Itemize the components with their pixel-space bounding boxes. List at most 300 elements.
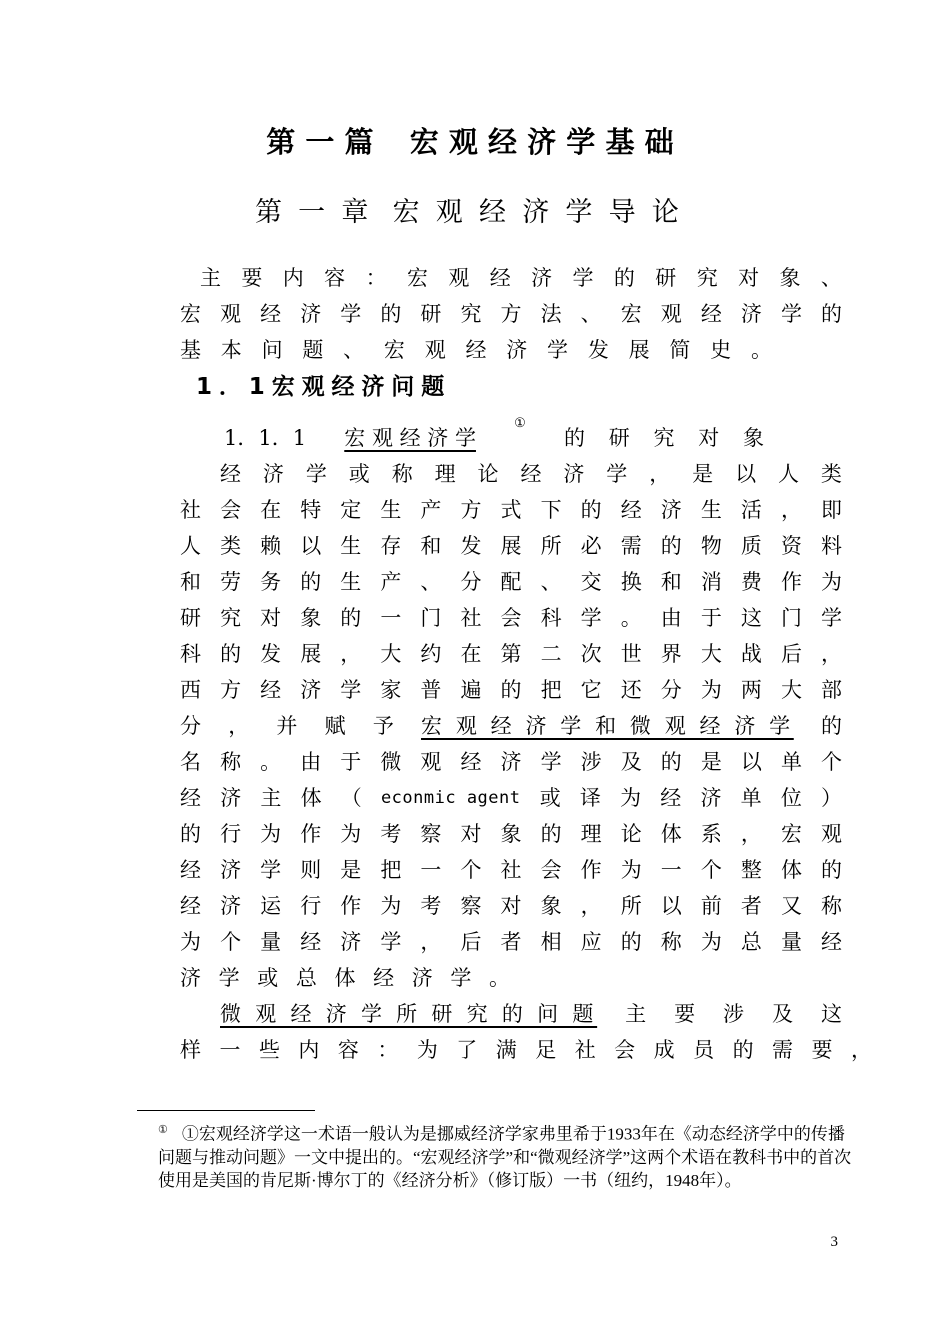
text-char: ， <box>850 1038 872 1062</box>
text-char: 二 <box>540 642 562 666</box>
text-char: 个 <box>460 858 482 882</box>
text-char: 活 <box>740 498 762 522</box>
text-char: 后 <box>460 930 482 954</box>
text-char: 学 <box>450 966 472 990</box>
text-char: 为 <box>416 1038 438 1062</box>
text-char: 。 <box>489 966 510 990</box>
text-char: 展 <box>300 642 322 666</box>
text-char: 经 <box>180 858 201 882</box>
intro-line <box>180 300 842 328</box>
text-char: 所 <box>540 534 562 558</box>
body-line <box>180 928 842 956</box>
text-char: 社 <box>574 1038 596 1062</box>
body-line <box>220 1000 842 1028</box>
footnote-text: ①宏观经济学这一术语一般认为是挪威经济学家弗里希于1933年在《动态经济学中的传播问题与推动问题》一文中提出的。“宏观经济学”和“微观经济学”这两个术语在教科书中的首次使用是美国的肯尼斯·博尔丁的《经济分析》（修订版）一书（纽约，1948年）。 <box>158 1124 852 1190</box>
text-char: 还 <box>620 678 642 702</box>
text-char: 社 <box>460 606 482 630</box>
text-char: 社 <box>500 858 522 882</box>
body-line <box>180 532 842 560</box>
text-char: 位 <box>780 786 802 810</box>
text-char: 家 <box>380 678 402 702</box>
text-char: 察 <box>460 894 482 918</box>
underlined-term: 微 观 经 济 学 所 研 究 的 问 题 <box>220 1002 598 1026</box>
text-char: 体 <box>660 822 682 846</box>
text-char: 济 <box>220 858 242 882</box>
body-line <box>180 892 842 920</box>
part-title-prefix: 第一篇 <box>266 125 384 159</box>
text-char: 两 <box>740 678 762 702</box>
text-char: 经 <box>220 462 241 486</box>
text-char: 及 <box>772 1002 794 1026</box>
text-char: 经 <box>373 966 395 990</box>
text-char: 一 <box>660 858 682 882</box>
text-char: 运 <box>260 894 282 918</box>
text-char: 经 <box>260 302 282 326</box>
body-line <box>180 964 510 992</box>
text-char: 普 <box>420 678 442 702</box>
text-char: 观 <box>448 266 470 290</box>
text-char: 战 <box>740 642 762 666</box>
text-char: 的 <box>660 534 682 558</box>
chapter-title <box>0 194 950 232</box>
text-char: 、 <box>820 266 842 290</box>
text-char: 的 <box>820 714 842 738</box>
text-char: 要 <box>674 1002 696 1026</box>
text-char: 由 <box>660 606 682 630</box>
text-char: 济 <box>531 266 553 290</box>
text-char: 分 <box>180 714 201 738</box>
text-char: 生 <box>380 498 402 522</box>
text-char: 量 <box>780 930 802 954</box>
text-char: 或 <box>348 462 370 486</box>
text-char: 称 <box>660 930 682 954</box>
text-char: 经 <box>460 750 482 774</box>
intro-line <box>200 264 842 292</box>
text-char: 于 <box>700 606 722 630</box>
text-char: 宏 <box>780 822 802 846</box>
text-char: 世 <box>620 642 642 666</box>
text-char: 容 <box>324 266 346 290</box>
text-char: 涉 <box>723 1002 745 1026</box>
text-char: 或 <box>257 966 279 990</box>
body-line <box>180 604 842 632</box>
text-char: 为 <box>620 858 642 882</box>
text-char: 体 <box>300 786 322 810</box>
text-char: 质 <box>740 534 762 558</box>
text-char: 观 <box>424 338 446 362</box>
text-char: 容 <box>337 1038 359 1062</box>
text-char: 象 <box>500 822 522 846</box>
text-char: 论 <box>620 822 642 846</box>
text-char: 类 <box>220 534 242 558</box>
text-char: 这 <box>740 606 762 630</box>
text-char: 史 <box>710 338 732 362</box>
text-char: 发 <box>260 642 282 666</box>
text-char: 经 <box>700 302 722 326</box>
text-char: 名 <box>180 750 201 774</box>
text-char: 科 <box>540 606 562 630</box>
text-char: 和 <box>420 534 442 558</box>
text-char: 学 <box>547 338 569 362</box>
text-char: 展 <box>628 338 650 362</box>
text-char: 作 <box>340 894 362 918</box>
text-char: 。 <box>260 750 282 774</box>
text-char: 体 <box>780 858 802 882</box>
text-char: 研 <box>655 266 677 290</box>
text-char: 的 <box>340 606 362 630</box>
subsection-heading <box>224 416 764 452</box>
text-char: 涉 <box>580 750 602 774</box>
text-char: 一 <box>380 606 402 630</box>
text-char: 把 <box>540 678 562 702</box>
text-char: 微 <box>380 750 402 774</box>
text-char: 交 <box>580 570 602 594</box>
text-char: ， <box>580 894 602 918</box>
text-char: 又 <box>780 894 802 918</box>
chapter-title-prefix: 第一章 <box>254 197 385 228</box>
body-line <box>180 712 842 740</box>
text-char: 大 <box>700 642 722 666</box>
text-char: 成 <box>653 1038 675 1062</box>
text-char: 生 <box>700 498 722 522</box>
body-line <box>180 784 842 812</box>
text-char: 方 <box>220 678 242 702</box>
text-char: 研 <box>420 302 442 326</box>
text-char: 学 <box>821 606 842 630</box>
intro-line <box>180 336 772 364</box>
text-char: 论 <box>477 462 499 486</box>
text-char: 的 <box>380 302 402 326</box>
text-char: 生 <box>340 534 362 558</box>
text-char: ， <box>740 822 762 846</box>
text-char: 科 <box>180 642 201 666</box>
underlined-term: 宏 观 经 济 学 和 微 观 经 济 学 <box>421 714 794 738</box>
text-char: 方 <box>500 302 522 326</box>
text-char: ， <box>821 642 842 666</box>
text-char: 是 <box>692 462 714 486</box>
text-char: 了 <box>456 1038 478 1062</box>
text-char: 资 <box>780 534 802 558</box>
text-char: 经 <box>489 266 511 290</box>
latin-term: econmic agent <box>380 788 521 808</box>
text-char: 基 <box>180 338 201 362</box>
text-char: 在 <box>460 642 482 666</box>
text-char: 学 <box>580 606 602 630</box>
text-char: 济 <box>180 966 201 990</box>
text-char: 学 <box>780 302 802 326</box>
body-line <box>180 748 842 776</box>
text-char: 理 <box>434 462 456 486</box>
text-char: 究 <box>653 426 675 450</box>
text-char: 者 <box>740 894 762 918</box>
body-line <box>180 676 842 704</box>
text-char: 存 <box>380 534 402 558</box>
footnote-mark: ① <box>158 1124 168 1136</box>
text-char: 经 <box>260 678 282 702</box>
text-char: 系 <box>700 822 722 846</box>
text-char: 观 <box>821 822 842 846</box>
text-char: 为 <box>380 894 402 918</box>
text-char: 在 <box>260 498 282 522</box>
text-char: 对 <box>260 606 282 630</box>
text-char: 济 <box>506 338 528 362</box>
text-char: 界 <box>660 642 682 666</box>
text-char: 学 <box>380 930 402 954</box>
text-char: 会 <box>500 606 522 630</box>
text-char: 由 <box>300 750 322 774</box>
text-char: 发 <box>460 534 482 558</box>
text-char: 作 <box>580 858 602 882</box>
text-char: ： <box>377 1038 399 1062</box>
text-char: 经 <box>520 462 542 486</box>
body-line <box>180 640 842 668</box>
text-char: 后 <box>780 642 802 666</box>
part-title-name: 宏观经济学基础 <box>409 125 684 159</box>
text-char: 把 <box>380 858 402 882</box>
text-char: 究 <box>696 266 718 290</box>
text-char: 方 <box>460 498 482 522</box>
text-char: 生 <box>340 570 362 594</box>
text-char: 即 <box>821 498 842 522</box>
text-char: 为 <box>700 930 722 954</box>
text-char: 发 <box>587 338 609 362</box>
text-char: 约 <box>420 642 442 666</box>
text-char: 象 <box>300 606 322 630</box>
chapter-title-name: 宏观经济学导论 <box>392 197 695 228</box>
text-char: 学 <box>340 678 362 702</box>
section-heading: 1．1宏观经济问题 <box>196 374 452 400</box>
text-char: 察 <box>420 822 442 846</box>
text-char: 次 <box>580 642 602 666</box>
text-char: 人 <box>777 462 799 486</box>
text-char: 为 <box>700 678 722 702</box>
text-char: 象 <box>742 426 764 450</box>
body-line <box>180 1036 872 1064</box>
text-char: 或 <box>539 786 561 810</box>
text-char: 究 <box>460 302 482 326</box>
text-char: 是 <box>340 858 362 882</box>
text-char: 济 <box>500 750 522 774</box>
text-char: 消 <box>700 570 722 594</box>
text-char: 人 <box>180 534 201 558</box>
text-char: 一 <box>219 1038 241 1062</box>
text-char: 这 <box>820 1002 842 1026</box>
text-char: ， <box>420 930 442 954</box>
text-char: 宏 <box>383 338 405 362</box>
text-char: 大 <box>780 678 802 702</box>
text-char: 换 <box>620 570 642 594</box>
text-char: 式 <box>500 498 522 522</box>
text-char: 是 <box>700 750 722 774</box>
page-number: 3 <box>830 1234 838 1250</box>
text-char: 者 <box>500 930 522 954</box>
text-char: 下 <box>540 498 562 522</box>
text-char: 和 <box>660 570 682 594</box>
text-char: 为 <box>180 930 201 954</box>
body-line <box>220 460 842 488</box>
text-char: 济 <box>660 498 682 522</box>
text-char: 料 <box>821 534 842 558</box>
part-title <box>0 122 950 162</box>
text-char: 费 <box>740 570 762 594</box>
text-char: 对 <box>738 266 760 290</box>
text-char: 会 <box>540 858 562 882</box>
text-char: 为 <box>821 570 842 594</box>
text-char: 的 <box>580 498 602 522</box>
text-char: 以 <box>735 462 757 486</box>
text-char: 大 <box>380 642 402 666</box>
body-line <box>180 856 842 884</box>
text-char: 的 <box>180 822 201 846</box>
text-char: 、 <box>540 570 562 594</box>
text-char: 观 <box>220 302 242 326</box>
footnote-divider <box>137 1110 315 1111</box>
text-char: 以 <box>300 534 322 558</box>
text-char: 赖 <box>260 534 282 558</box>
text-char: 的 <box>500 678 522 702</box>
text-char: 对 <box>500 894 522 918</box>
text-char: 主 <box>260 786 282 810</box>
text-char: 并 <box>276 714 298 738</box>
text-char: 员 <box>693 1038 715 1062</box>
text-char: 所 <box>620 894 642 918</box>
text-char: 于 <box>340 750 362 774</box>
text-char: 理 <box>580 822 602 846</box>
text-char: 主 <box>625 1002 647 1026</box>
text-char: 济 <box>262 462 284 486</box>
text-char: 分 <box>460 570 482 594</box>
text-char: 济 <box>220 894 242 918</box>
text-char: 应 <box>580 930 602 954</box>
text-char: 经 <box>180 786 201 810</box>
text-char: 经 <box>821 930 842 954</box>
text-char: 则 <box>300 858 322 882</box>
text-char: 宏 <box>180 302 201 326</box>
text-char: 观 <box>420 750 442 774</box>
text-char: 学 <box>305 462 327 486</box>
text-char: 量 <box>260 930 282 954</box>
text-char: 观 <box>660 302 682 326</box>
text-char: 单 <box>780 750 802 774</box>
text-char: 。 <box>750 338 772 362</box>
text-char: 对 <box>460 822 482 846</box>
text-char: 译 <box>579 786 601 810</box>
text-char: 主 <box>200 266 221 290</box>
text-char: 西 <box>180 678 201 702</box>
text-char: 社 <box>180 498 201 522</box>
text-char: 整 <box>740 858 762 882</box>
text-char: 学 <box>572 266 594 290</box>
text-char: 题 <box>302 338 324 362</box>
text-char: 物 <box>700 534 722 558</box>
text-char: ， <box>649 462 671 486</box>
text-char: 的 <box>660 750 682 774</box>
text-char: 的 <box>620 930 642 954</box>
text-char: 总 <box>295 966 317 990</box>
text-char: 部 <box>821 678 842 702</box>
text-char: 学 <box>606 462 628 486</box>
text-char: 问 <box>261 338 283 362</box>
text-char: 及 <box>620 750 642 774</box>
text-char: 的 <box>821 858 842 882</box>
text-char: 会 <box>220 498 242 522</box>
text-char: 学 <box>340 302 362 326</box>
subsection-term: 宏 观 经 济 学 <box>344 426 476 450</box>
text-char: 门 <box>780 606 802 630</box>
body-line <box>180 820 842 848</box>
text-char: 象 <box>540 894 562 918</box>
footnote <box>158 1119 858 1192</box>
text-char: 些 <box>258 1038 280 1062</box>
text-char: 前 <box>700 894 722 918</box>
text-char: 个 <box>220 930 242 954</box>
text-char: 为 <box>260 822 282 846</box>
text-char: 遍 <box>460 678 482 702</box>
text-char: 济 <box>300 678 322 702</box>
text-char: 宏 <box>620 302 642 326</box>
text-char: 样 <box>180 1038 201 1062</box>
text-char: 学 <box>260 858 282 882</box>
text-char: 济 <box>340 930 362 954</box>
text-char: 第 <box>500 642 522 666</box>
text-char: 以 <box>660 894 682 918</box>
text-char: 务 <box>260 570 282 594</box>
text-char: 的 <box>563 426 585 450</box>
text-char: 足 <box>535 1038 557 1062</box>
text-char: 考 <box>380 822 402 846</box>
text-char: 称 <box>220 750 242 774</box>
text-char: 要 <box>811 1038 833 1062</box>
text-char: 会 <box>614 1038 636 1062</box>
text-char: 个 <box>700 858 722 882</box>
text-char: 定 <box>340 498 362 522</box>
text-char: 经 <box>465 338 487 362</box>
text-char: 个 <box>821 750 842 774</box>
text-char: 类 <box>820 462 842 486</box>
text-char: ， <box>780 498 802 522</box>
text-char: 总 <box>740 930 762 954</box>
text-char: 需 <box>772 1038 794 1062</box>
text-char: 需 <box>620 534 642 558</box>
text-char: 体 <box>334 966 356 990</box>
text-char: 为 <box>620 786 642 810</box>
text-char: （ <box>340 786 362 810</box>
text-char: 济 <box>700 786 722 810</box>
text-char: 产 <box>420 498 442 522</box>
text-char: 、 <box>420 570 442 594</box>
text-char: 行 <box>220 822 242 846</box>
body-line <box>180 496 842 524</box>
footnote-reference[interactable]: ① <box>514 416 526 431</box>
text-char: 研 <box>180 606 201 630</box>
text-char: 的 <box>300 570 322 594</box>
text-char: 的 <box>732 1038 754 1062</box>
text-char: 济 <box>411 966 433 990</box>
text-char: 的 <box>220 642 242 666</box>
text-char: 考 <box>420 894 442 918</box>
text-char: 作 <box>780 570 802 594</box>
text-char: 要 <box>241 266 263 290</box>
text-char: 、 <box>343 338 365 362</box>
text-char: 称 <box>821 894 842 918</box>
text-char: 经 <box>180 894 201 918</box>
text-char: 。 <box>620 606 642 630</box>
text-char: 单 <box>740 786 762 810</box>
text-char: 法 <box>540 302 562 326</box>
text-char: 劳 <box>220 570 242 594</box>
text-char: 满 <box>495 1038 517 1062</box>
text-char: 予 <box>372 714 394 738</box>
